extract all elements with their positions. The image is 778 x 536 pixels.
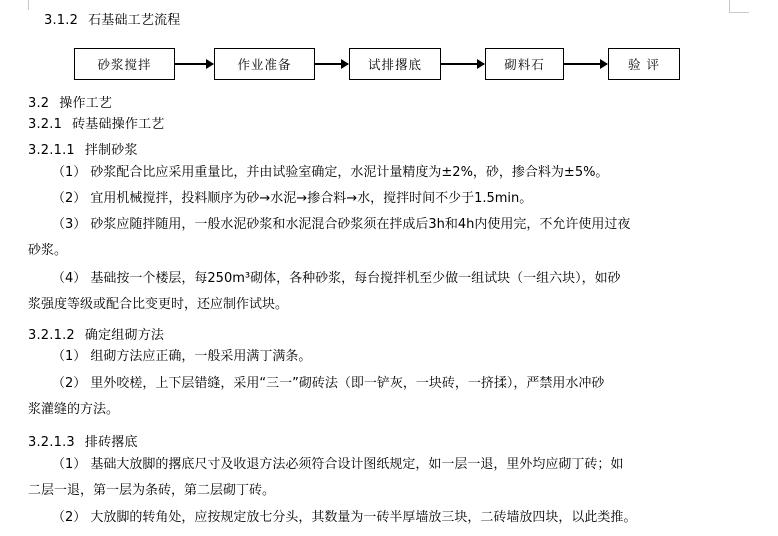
paragraph-continuation: 二层一退，第一层为条砖，第二层砌丁砖。: [28, 483, 276, 498]
paragraph: （1） 砂浆配合比应采用重量比，并由试验室确定，水泥计量精度为±2%，砂，掺合料为±5%。: [52, 165, 609, 180]
heading-3-2: [28, 92, 112, 111]
heading-number: 3.2.1.2: [28, 328, 75, 343]
paragraph-continuation: 砂浆。: [28, 243, 68, 258]
paragraph: （2） 里外咬槎，上下层错缝，采用“三一”砌砖法（即一铲灰，一块砖，一挤揉），严禁用水冲砂: [52, 376, 605, 391]
heading-title: 确定组砌方法: [84, 328, 165, 343]
heading-3-2-1: [28, 113, 164, 132]
flow-arrow: [441, 63, 484, 65]
paragraph: （1） 基础大放脚的撂底尺寸及收退方法必须符合设计图纸规定，如一层一退，里外均应砌丁砖；如: [52, 457, 624, 472]
heading-3-1-2: [44, 9, 180, 28]
flow-step-lay-stone: 砌料石: [485, 48, 564, 80]
heading-number: 3.2: [28, 96, 50, 111]
paragraph: （1） 组砌方法应正确，一般采用满丁满条。: [52, 349, 312, 364]
heading-title: 砖基础操作工艺: [72, 117, 165, 132]
process-flowchart: [74, 48, 684, 86]
paragraph: （2） 宜用机械搅拌，投料顺序为砂→水泥→掺合料→水，搅拌时间不少于1.5min。: [52, 191, 533, 206]
flow-step-preparation: 作业准备: [214, 48, 315, 80]
flow-step-trial-layout: 试排撂底: [349, 48, 441, 80]
paragraph-continuation: 浆强度等级或配合比变更时，还应制作试块。: [28, 297, 289, 312]
margin-mark: [28, 0, 29, 10]
flow-arrow: [315, 63, 348, 65]
heading-3-2-1-3: [28, 431, 138, 450]
margin-mark: [729, 0, 730, 12]
paragraph: （4） 基础按一个楼层，每250m³砌体，各种砂浆，每台搅拌机至少做一组试块（一组六块），如砂: [52, 271, 621, 286]
paragraph-continuation: 浆灌缝的方法。: [28, 402, 120, 417]
heading-number: 3.1.2: [44, 13, 79, 28]
flow-arrow: [175, 63, 213, 65]
flow-step-mortar-mixing: 砂浆搅拌: [74, 48, 175, 80]
flow-arrow: [564, 63, 607, 65]
margin-mark: [729, 12, 749, 13]
paragraph: （2） 大放脚的转角处，应按规定放七分头，其数量为一砖半厚墙放三块，二砖墙放四块，以此类推。: [52, 510, 637, 525]
flow-step-evaluation: 验 评: [608, 48, 680, 80]
paragraph: （3） 砂浆应随拌随用，一般水泥砂浆和水泥混合砂浆须在拌成后3h和4h内使用完，不允许使用过夜: [52, 217, 631, 232]
heading-title: 石基础工艺流程: [88, 13, 181, 28]
heading-title: 排砖撂底: [84, 435, 138, 450]
heading-title: 拌制砂浆: [84, 143, 138, 158]
heading-number: 3.2.1: [28, 117, 63, 132]
heading-title: 操作工艺: [59, 96, 113, 111]
heading-number: 3.2.1.3: [28, 435, 75, 450]
heading-3-2-1-2: [28, 324, 164, 343]
heading-number: 3.2.1.1: [28, 143, 75, 158]
heading-3-2-1-1: [28, 139, 138, 158]
